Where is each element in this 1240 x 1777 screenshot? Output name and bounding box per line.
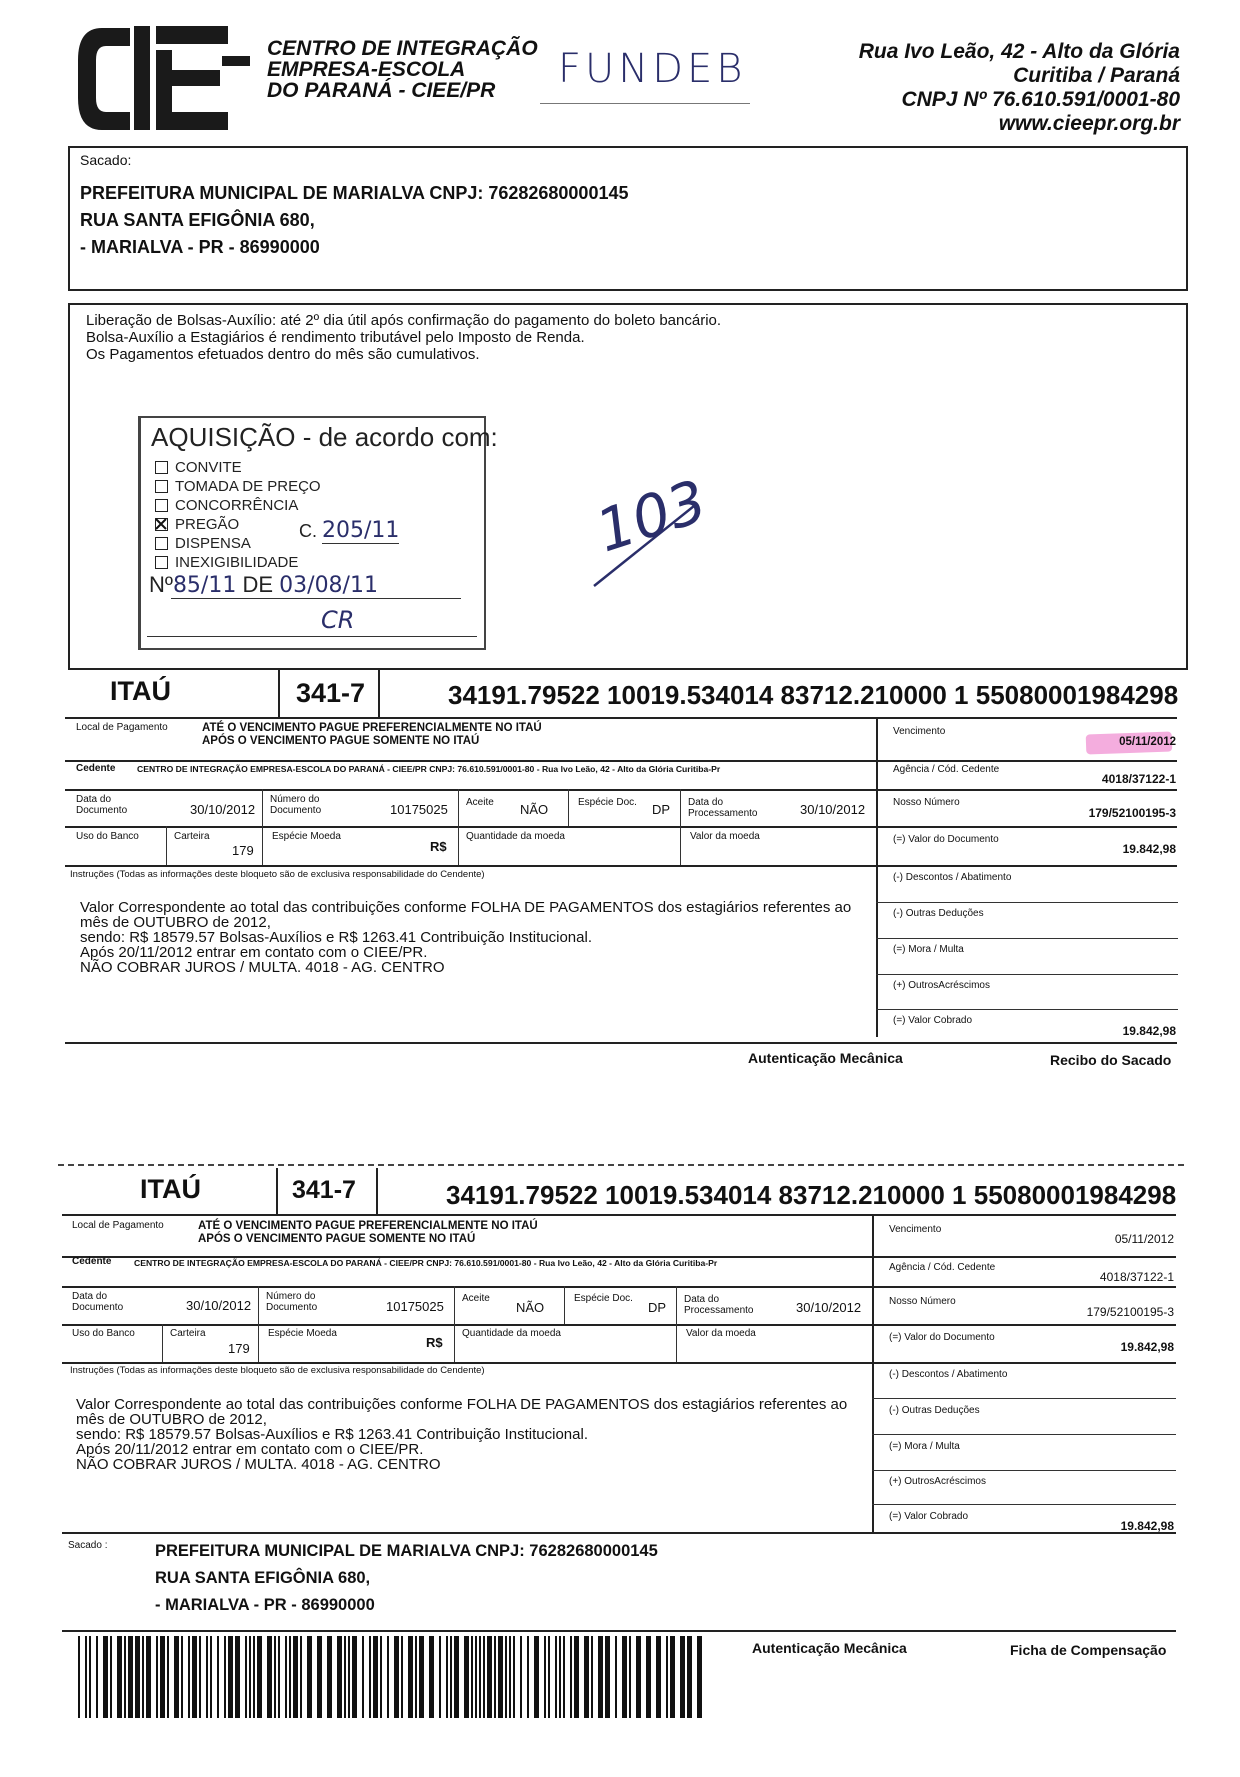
- barcode-bar: [479, 1636, 481, 1718]
- carteira-value: 179: [232, 843, 254, 858]
- stamp-n-value: 85/11: [172, 573, 237, 598]
- especie-moeda-label-bottom: Espécie Moeda: [268, 1328, 337, 1339]
- barcode-bar: [498, 1636, 503, 1718]
- option-inexigibilidade: INEXIGIBILIDADE: [175, 554, 299, 571]
- option-convite: CONVITE: [175, 459, 242, 476]
- barcode-bar: [513, 1636, 515, 1718]
- valor-documento-value-bottom: 19.842,98: [1120, 1340, 1174, 1354]
- outros-acrescimos-label: (+) OutrosAcréscimos: [893, 980, 990, 991]
- barcode-bar: [373, 1636, 378, 1718]
- instr-line2-bottom: mês de OUTUBRO de 2012,: [76, 1411, 267, 1428]
- barcode-bar: [300, 1636, 302, 1718]
- valor-cobrado-value: 19.842,98: [1122, 1024, 1176, 1038]
- bank-name-bottom: ITAÚ: [140, 1174, 201, 1204]
- org-address: Rua Ivo Leão, 42 - Alto da Glória: [858, 40, 1180, 63]
- option-pregao: PREGÃO: [175, 516, 240, 533]
- barcode-bar: [253, 1636, 255, 1718]
- barcode-bar: [680, 1636, 685, 1718]
- org-website: www.cieepr.org.br: [998, 112, 1180, 135]
- barcode-bar: [156, 1636, 158, 1718]
- barcode-bar: [527, 1636, 529, 1718]
- barcode-bar: [135, 1636, 140, 1718]
- org-name-line1: CENTRO DE INTEGRAÇÃO: [267, 37, 538, 60]
- barcode-bar: [249, 1636, 251, 1718]
- vencimento-value: 05/11/2012: [1119, 736, 1176, 748]
- num-doc-label2-bottom: Documento: [266, 1302, 318, 1313]
- qtd-moeda-label-bottom: Quantidade da moeda: [462, 1328, 561, 1339]
- barcode-bar: [188, 1636, 190, 1718]
- valor-documento-label: (=) Valor do Documento: [893, 834, 999, 845]
- handwritten-number: 103: [588, 466, 715, 566]
- barcode-bar: [142, 1636, 144, 1718]
- barcode-bar: [317, 1636, 322, 1718]
- checkbox-dispensa: [155, 537, 168, 550]
- barcode-bar: [574, 1636, 579, 1718]
- ciee-logo: [72, 20, 256, 138]
- barcode-bar: [605, 1636, 610, 1718]
- barcode-bar: [584, 1636, 589, 1718]
- barcode-bar: [228, 1636, 233, 1718]
- option-concorrencia: CONCORRÊNCIA: [175, 497, 299, 514]
- barcode-bar: [174, 1636, 179, 1718]
- stamp-initials: CR: [321, 606, 355, 634]
- data-proc-label1: Data do: [688, 797, 724, 808]
- stamp-c-label: C.: [299, 521, 317, 541]
- barcode-bar: [548, 1636, 550, 1718]
- cedente-label: Cedente: [76, 763, 116, 774]
- uso-banco-label: Uso do Banco: [76, 831, 139, 842]
- bank-name: ITAÚ: [110, 676, 171, 706]
- barcode-bar: [380, 1636, 382, 1718]
- aceite-value: NÃO: [520, 802, 549, 817]
- barcode-bar: [293, 1636, 298, 1718]
- barcode-bar: [563, 1636, 565, 1718]
- cedente-value-bottom: CENTRO DE INTEGRAÇÃO EMPRESA-ESCOLA DO PARANÁ - CIEE/PR CNPJ: 76.610.591/0001-80 - Rua Ivo Leão, 42 - Alto da Glória Curitiba-Pr: [134, 1258, 718, 1268]
- info-line-cumulative: Os Pagamentos efetuados dentro do mês são cumulativos.: [86, 346, 480, 363]
- agencia-value: 4018/37122-1: [1101, 772, 1176, 786]
- local-pagamento-line1-bottom: ATÉ O VENCIMENTO PAGUE PREFERENCIALMENTE NO ITAÚ: [198, 1220, 538, 1232]
- barcode-bar: [494, 1636, 496, 1718]
- stamp-n-label: Nº: [149, 572, 173, 597]
- outras-deducoes-label-bottom: (-) Outras Deduções: [889, 1405, 980, 1416]
- instr-line3-bottom: sendo: R$ 18579.57 Bolsas-Auxílios e R$ 1263.41 Contribuição Institucional.: [76, 1426, 588, 1443]
- barcode-bar: [369, 1636, 371, 1718]
- barcode-bar: [362, 1636, 364, 1718]
- barcode-bar: [646, 1636, 651, 1718]
- valor-cobrado-label-bottom: (=) Valor Cobrado: [889, 1511, 969, 1522]
- instr-line2: mês de OUTUBRO de 2012,: [80, 914, 271, 931]
- option-tomada-de-preco: TOMADA DE PREÇO: [175, 478, 321, 495]
- data-doc-label1-bottom: Data do: [72, 1291, 108, 1302]
- barcode-bar: [555, 1636, 557, 1718]
- instr-line1: Valor Correspondente ao total das contribuições conforme FOLHA DE PAGAMENTOS dos estagiários referentes ao: [80, 899, 852, 916]
- bank-code-bottom: 341-7: [292, 1176, 356, 1204]
- sacado-street-bottom: RUA SANTA EFIGÔNIA 680,: [155, 1569, 371, 1587]
- barcode-bar: [544, 1636, 546, 1718]
- acquisition-stamp: [138, 416, 498, 650]
- valor-moeda-label-bottom: Valor da moeda: [686, 1328, 756, 1339]
- cedente-label-bottom: Cedente: [72, 1256, 112, 1267]
- barcode-bar: [570, 1636, 572, 1718]
- instrucoes-label: Instruções (Todas as informações deste bloqueto são de exclusiva responsabilidade do Cendente): [70, 869, 485, 880]
- option-dispensa: DISPENSA: [175, 535, 251, 552]
- agencia-value-bottom: 4018/37122-1: [1099, 1270, 1174, 1284]
- barcode-bar: [446, 1636, 448, 1718]
- barcode-bar: [394, 1636, 399, 1718]
- barcode-bar: [217, 1636, 219, 1718]
- nosso-numero-value: 179/52100195-3: [1088, 806, 1176, 820]
- cut-line: [58, 1164, 1184, 1166]
- instrucoes-label-bottom: Instruções (Todas as informações deste bloqueto são de exclusiva responsabilidade do Cendente): [70, 1365, 485, 1376]
- stamp-c-value: 205/11: [322, 518, 400, 543]
- instr-line5: NÃO COBRAR JUROS / MULTA. 4018 - AG. CENTRO: [80, 959, 445, 976]
- especie-moeda-value: R$: [430, 839, 447, 854]
- agencia-label-bottom: Agência / Cód. Cedente: [889, 1262, 996, 1273]
- valor-cobrado-value-bottom: 19.842,98: [1120, 1519, 1174, 1533]
- barcode-bar: [629, 1636, 631, 1718]
- barcode-bar: [471, 1636, 473, 1718]
- barcode-bar: [615, 1636, 617, 1718]
- autenticacao-mecanica: Autenticação Mecânica: [748, 1050, 903, 1066]
- barcode-bar: [344, 1636, 346, 1718]
- barcode-bar: [352, 1636, 357, 1718]
- info-line-tax: Bolsa-Auxílio a Estagiários é rendimento tributável pelo Imposto de Renda.: [86, 329, 585, 346]
- handwritten-fundeb: FUNDEB: [558, 46, 747, 92]
- aceite-label: Aceite: [466, 797, 494, 808]
- data-doc-label2: Documento: [76, 805, 128, 816]
- data-proc-label2-bottom: Processamento: [684, 1305, 754, 1316]
- barcode-bar: [464, 1636, 469, 1718]
- especie-doc-value-bottom: DP: [648, 1300, 667, 1315]
- barcode-bar: [245, 1636, 247, 1718]
- barcode-bar: [387, 1636, 389, 1718]
- especie-doc-label: Espécie Doc.: [578, 797, 637, 808]
- barcode-bar: [206, 1636, 208, 1718]
- sacado-name-bottom: PREFEITURA MUNICIPAL DE MARIALVA CNPJ: 76282680000145: [155, 1542, 658, 1560]
- data-doc-value: 30/10/2012: [190, 802, 256, 817]
- barcode-bar: [267, 1636, 272, 1718]
- barcode-bar: [348, 1636, 350, 1718]
- barcode-bar: [257, 1636, 262, 1718]
- vencimento-label-bottom: Vencimento: [889, 1224, 942, 1235]
- org-name-line2: EMPRESA-ESCOLA: [267, 58, 466, 81]
- barcode-bar: [128, 1636, 133, 1718]
- instr-line3: sendo: R$ 18579.57 Bolsas-Auxílios e R$ 1263.41 Contribuição Institucional.: [80, 929, 592, 946]
- outras-deducoes-label: (-) Outras Deduções: [893, 908, 984, 919]
- barcode-bar: [656, 1636, 661, 1718]
- data-proc-value: 30/10/2012: [800, 802, 866, 817]
- barcode-bar: [622, 1636, 627, 1718]
- especie-moeda-label: Espécie Moeda: [272, 831, 341, 842]
- barcode-bar: [167, 1636, 169, 1718]
- data-proc-label2: Processamento: [688, 808, 758, 819]
- instr-line5-bottom: NÃO COBRAR JUROS / MULTA. 4018 - AG. CENTRO: [76, 1456, 441, 1473]
- barcode-bar: [534, 1636, 539, 1718]
- barcode-bar: [289, 1636, 291, 1718]
- carteira-label: Carteira: [174, 831, 210, 842]
- barcode-bar: [78, 1636, 80, 1718]
- especie-doc-value: DP: [652, 802, 671, 817]
- barcode-bar: [509, 1636, 511, 1718]
- barcode-bar: [454, 1636, 459, 1718]
- barcode-bar: [487, 1636, 492, 1718]
- recibo-slip: [0, 0, 1240, 1]
- sacado-label: Sacado:: [80, 152, 132, 168]
- agencia-label: Agência / Cód. Cedente: [893, 764, 1000, 775]
- barcode-bar: [278, 1636, 280, 1718]
- barcode-bar: [520, 1636, 522, 1718]
- especie-moeda-value-bottom: R$: [426, 1335, 443, 1350]
- valor-documento-label-bottom: (=) Valor do Documento: [889, 1332, 995, 1343]
- data-doc-label1: Data do: [76, 794, 112, 805]
- barcode-bar: [559, 1636, 561, 1718]
- barcode-bar: [505, 1636, 507, 1718]
- barcode: [78, 1636, 708, 1718]
- uso-banco-label-bottom: Uso do Banco: [72, 1328, 135, 1339]
- valor-moeda-label: Valor da moeda: [690, 831, 760, 842]
- num-doc-value: 10175025: [390, 802, 448, 817]
- instr-line4-bottom: Após 20/11/2012 entrar em contato com o CIEE/PR.: [76, 1441, 424, 1458]
- barcode-bar: [285, 1636, 287, 1718]
- nosso-numero-label-bottom: Nosso Número: [889, 1296, 956, 1307]
- local-pagamento-line2-bottom: APÓS O VENCIMENTO PAGUE SOMENTE NO ITAÚ: [198, 1233, 476, 1245]
- org-city: Curitiba / Paraná: [1013, 64, 1180, 87]
- barcode-bar: [96, 1636, 98, 1718]
- digitable-line-bottom: 34191.79522 10019.534014 83712.210000 1 55080001984298: [446, 1180, 1177, 1210]
- valor-documento-value: 19.842,98: [1122, 842, 1176, 856]
- sacado-city: - MARIALVA - PR - 86990000: [80, 237, 320, 257]
- mora-multa-label-bottom: (=) Mora / Multa: [889, 1441, 960, 1452]
- barcode-bar: [89, 1636, 91, 1718]
- barcode-bar: [697, 1636, 702, 1718]
- nosso-numero-value-bottom: 179/52100195-3: [1086, 1305, 1174, 1319]
- stamp-title: AQUISIÇÃO - de acordo com:: [151, 422, 498, 452]
- vencimento-label: Vencimento: [893, 726, 946, 737]
- autenticacao-mecanica-bottom: Autenticação Mecânica: [752, 1640, 907, 1656]
- data-doc-value-bottom: 30/10/2012: [186, 1298, 252, 1313]
- barcode-bar: [591, 1636, 593, 1718]
- barcode-bar: [401, 1636, 403, 1718]
- barcode-bar: [670, 1636, 675, 1718]
- barcode-bar: [666, 1636, 668, 1718]
- barcode-bar: [160, 1636, 165, 1718]
- bank-code: 341-7: [296, 678, 366, 708]
- num-doc-label2: Documento: [270, 805, 322, 816]
- instr-line1-bottom: Valor Correspondente ao total das contribuições conforme FOLHA DE PAGAMENTOS dos estagiários referentes ao: [76, 1396, 848, 1413]
- barcode-bar: [327, 1636, 332, 1718]
- local-pagamento-label-bottom: Local de Pagamento: [72, 1220, 164, 1231]
- data-doc-label2-bottom: Documento: [72, 1302, 124, 1313]
- local-pagamento-line1: ATÉ O VENCIMENTO PAGUE PREFERENCIALMENTE NO ITAÚ: [202, 722, 542, 734]
- recibo-do-sacado: Recibo do Sacado: [1050, 1052, 1172, 1068]
- vencimento-value-bottom: 05/11/2012: [1114, 1232, 1174, 1246]
- barcode-bar: [110, 1636, 112, 1718]
- sacado-street: RUA SANTA EFIGÔNIA 680,: [80, 210, 315, 230]
- carteira-label-bottom: Carteira: [170, 1328, 206, 1339]
- barcode-bar: [483, 1636, 485, 1718]
- barcode-bar: [450, 1636, 452, 1718]
- barcode-bar: [146, 1636, 151, 1718]
- barcode-bar: [210, 1636, 212, 1718]
- instr-line4: Após 20/11/2012 entrar em contato com o CIEE/PR.: [80, 944, 428, 961]
- sacado-city-bottom: - MARIALVA - PR - 86990000: [155, 1596, 375, 1614]
- barcode-bar: [117, 1636, 122, 1718]
- barcode-bar: [274, 1636, 276, 1718]
- barcode-bar: [124, 1636, 126, 1718]
- org-name-line3: DO PARANÁ - CIEE/PR: [267, 79, 496, 102]
- valor-cobrado-label: (=) Valor Cobrado: [893, 1015, 973, 1026]
- outros-acrescimos-label-bottom: (+) OutrosAcréscimos: [889, 1476, 986, 1487]
- descontos-label: (-) Descontos / Abatimento: [893, 872, 1012, 883]
- barcode-bar: [85, 1636, 87, 1718]
- data-proc-value-bottom: 30/10/2012: [796, 1300, 862, 1315]
- num-doc-label1-bottom: Número do: [266, 1291, 316, 1302]
- barcode-bar: [307, 1636, 312, 1718]
- barcode-bar: [687, 1636, 692, 1718]
- stamp-de-value: 03/08/11: [279, 573, 378, 598]
- carteira-value-bottom: 179: [228, 1341, 250, 1356]
- checkbox-concorrencia: [155, 499, 168, 512]
- barcode-bar: [337, 1636, 342, 1718]
- sacado-label-bottom: Sacado :: [68, 1540, 108, 1551]
- aceite-label-bottom: Aceite: [462, 1293, 490, 1304]
- num-doc-value-bottom: 10175025: [386, 1299, 444, 1314]
- barcode-bar: [199, 1636, 201, 1718]
- mora-multa-label: (=) Mora / Multa: [893, 944, 964, 955]
- barcode-bar: [415, 1636, 417, 1718]
- barcode-bar: [103, 1636, 108, 1718]
- checkbox-convite: [155, 461, 168, 474]
- checkbox-inexigibilidade: [155, 556, 168, 569]
- local-pagamento-line2: APÓS O VENCIMENTO PAGUE SOMENTE NO ITAÚ: [202, 735, 480, 747]
- barcode-bar: [419, 1636, 424, 1718]
- aceite-value-bottom: NÃO: [516, 1300, 545, 1315]
- barcode-bar: [408, 1636, 413, 1718]
- barcode-bar: [181, 1636, 183, 1718]
- info-line-release: Liberação de Bolsas-Auxílio: até 2º dia útil após confirmação do pagamento do boleto bancário.: [86, 312, 722, 329]
- barcode-bar: [475, 1636, 477, 1718]
- cedente-value: CENTRO DE INTEGRAÇÃO EMPRESA-ESCOLA DO PARANÁ - CIEE/PR CNPJ: 76.610.591/0001-80 - Rua Ivo Leão, 42 - Alto da Glória Curitiba-Pr: [137, 764, 721, 774]
- local-pagamento-label: Local de Pagamento: [76, 722, 168, 733]
- descontos-label-bottom: (-) Descontos / Abatimento: [889, 1369, 1008, 1380]
- barcode-bar: [439, 1636, 441, 1718]
- num-doc-label1: Número do: [270, 794, 320, 805]
- sacado-name: PREFEITURA MUNICIPAL DE MARIALVA CNPJ: 76282680000145: [80, 183, 629, 203]
- barcode-bar: [224, 1636, 226, 1718]
- barcode-bar: [192, 1636, 197, 1718]
- barcode-bar: [636, 1636, 641, 1718]
- checkbox-pregao-checked: [155, 518, 168, 531]
- org-cnpj: CNPJ Nº 76.610.591/0001-80: [901, 88, 1180, 111]
- especie-doc-label-bottom: Espécie Doc.: [574, 1293, 633, 1304]
- checkbox-tomada: [155, 480, 168, 493]
- ficha-de-compensacao: Ficha de Compensação: [1010, 1642, 1167, 1658]
- stamp-de-label: DE: [242, 572, 274, 597]
- barcode-bar: [429, 1636, 434, 1718]
- handwritten-stroke: [590, 500, 700, 590]
- digitable-line: 34191.79522 10019.534014 83712.210000 1 55080001984298: [448, 680, 1179, 710]
- qtd-moeda-label: Quantidade da moeda: [466, 831, 565, 842]
- barcode-bar: [598, 1636, 603, 1718]
- data-proc-label1-bottom: Data do: [684, 1294, 720, 1305]
- nosso-numero-label: Nosso Número: [893, 797, 960, 808]
- barcode-bar: [235, 1636, 240, 1718]
